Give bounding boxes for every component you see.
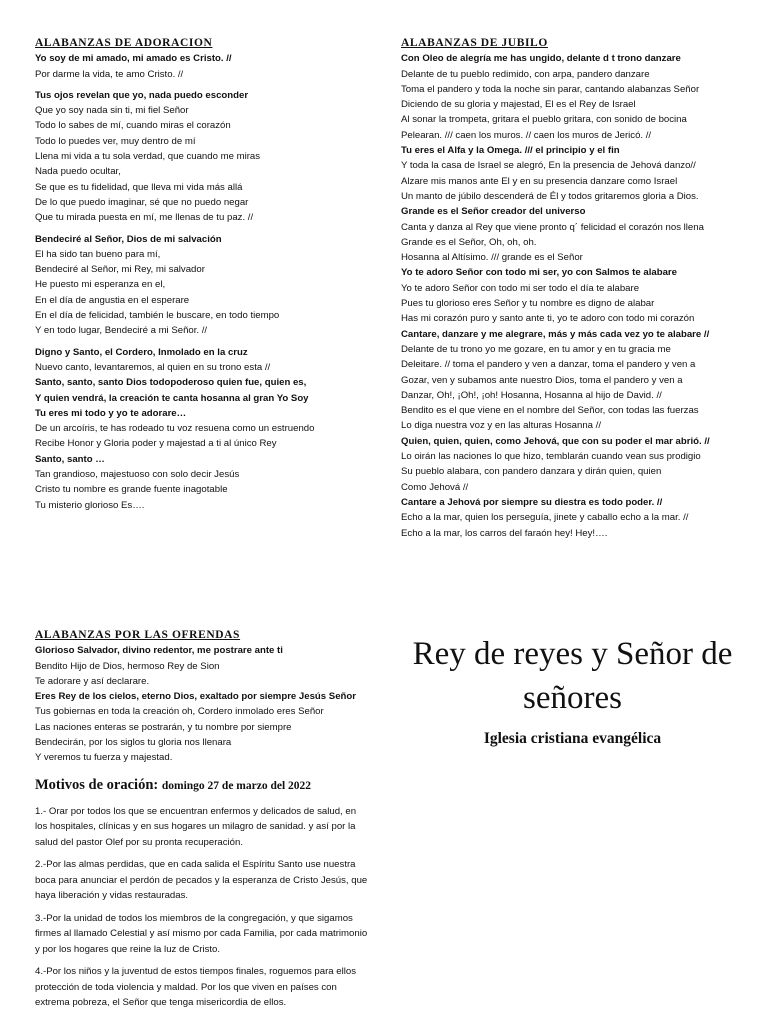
lyric-line: El ha sido tan bueno para mí, [35,248,161,260]
adoracion-heading: ALABANZAS DE ADORACION [35,37,213,49]
lyric-line: Delante de tu pueblo redimido, con arpa, pandero danzare [401,68,650,80]
lyric-line: Nuevo canto, levantaremos, al quien en su trono esta // [35,361,271,373]
lyric-line: Danzar, Oh!, ¡Oh!, ¡oh! Hosanna, Hosanna al hijo de David. // [401,389,662,401]
lyric-line: Al sonar la trompeta, gritara el pueblo gritara, con sonido de bocina [401,114,687,126]
lyric-line: Recibe Honor y Gloria poder y majestad a ti al único Rey [35,438,277,450]
lyric-line: Diciendo de su gloria y majestad, El es el Rey de Israel [401,99,636,111]
lyric-line: Digno y Santo, el Cordero, Inmolado en la cruz [35,346,248,358]
cover-block [400,632,745,748]
lyric-line: Te adorare y así declarare. [35,675,150,687]
lyric-line: Todo lo puedes ver, muy dentro de mí [35,135,196,147]
lyric-line: Pelearan. /// caen los muros. // caen los muros de Jericó. // [401,129,652,141]
prayer-date: domingo 27 de marzo del 2022 [161,779,312,792]
lyric-line: Tu misterio glorioso Es…. [35,499,145,511]
lyric-line: Llena mi vida a tu sola verdad, que cuando me miras [35,151,261,163]
lyric-line: Echo a la mar, los carros del faraón hey! Hey!…. [401,527,608,539]
lyric-line: De un arcoíris, te has rodeado tu voz resuena como un estruendo [35,423,315,435]
adoracion-lyrics [35,51,375,513]
jubilo-section [401,36,761,541]
lyric-line: Yo te adoro Señor con todo mi ser todo el día te alabare [401,282,640,294]
jubilo-lyrics [401,51,761,541]
lyric-line: Toma el pandero y toda la noche sin parar, cantando alabanzas Señor [401,83,700,95]
lyric-line: Yo te adoro Señor con todo mi ser, yo con Salmos te alabare [401,267,677,279]
lyric-line: Lo oirán las naciones lo que hizo, temblarán cuando vean sus prodigio [401,451,701,463]
lyric-line: En el día de felicidad, también le buscare, en todo tiempo [35,310,280,322]
lyric-line: Eres Rey de los cielos, eterno Dios, exaltado por siempre Jesús Señor [35,691,356,703]
lyric-line: Un manto de júbilo descenderá de Él y todos gritaremos gloria a Dios. [401,190,699,202]
prayer-section [35,778,370,1011]
lyric-line: Bendito es el que viene en el nombre del Señor, con todas las fuerzas [401,405,699,417]
prayer-item: 1.- Orar por todos los que se encuentran enfermos y delicados de salud, en los hospitales, clínicas y en sus hogares un milagro de sanidad. y así por la salud del pastor Olef por su pronta recuperación. [35,805,357,848]
lyric-line: Has mi corazón puro y santo ante ti, yo te adoro con todo mi corazón [401,313,695,325]
lyric-line: Lo diga nuestra voz y en las alturas Hosanna // [401,420,601,432]
lyric-line: Canta y danza al Rey que viene pronto q´ felicidad el corazón nos llena [401,221,704,233]
lyric-line: Y toda la casa de Israel se alegró, En la presencia de Jehová danzo// [401,160,696,172]
ofrendas-heading: ALABANZAS POR LAS OFRENDAS [35,629,241,641]
prayer-item: 4.-Por los niños y la juventud de estos tiempos finales, roguemos para ellos protección de toda violencia y maldad. Por los que viven en países con extrema pobreza, el Señor que tenga misericordia de ellos. [35,966,357,1009]
lyric-line: Que yo soy nada sin ti, mi fiel Señor [35,105,189,117]
lyric-line: Cantare a Jehová por siempre su diestra es todo poder. // [401,496,663,508]
lyric-line: Nada puedo ocultar, [35,166,121,178]
prayer-item: 2.-Por las almas perdidas, que en cada salida el Espíritu Santo use nuestra boca para anunciar el perdón de pecados y la esperanza de Cristo Jesús, que haya liberación y vidas restauradas. [35,859,368,902]
lyric-line: Su pueblo alabara, con pandero danzara y dirán quien, quien [401,466,662,478]
lyric-line: Grande es el Señor, Oh, oh, oh. [401,236,537,248]
lyric-line: Bendecirán, por los siglos tu gloria nos llenara [35,737,232,749]
lyric-line: Todo lo sabes de mí, cuando miras el corazón [35,120,231,132]
lyric-line: Tu eres el Alfa y la Omega. /// el principio y el fin [401,145,620,157]
prayer-item: 3.-Por la unidad de todos los miembros de la congregación, y que sigamos firmes al llamado Celestial y así mismo por cada Familia, por cada matrimonio y por los hogares que reine la luz de Cristo. [35,912,368,955]
lyric-line: De lo que puedo imaginar, sé que no puedo negar [35,196,249,208]
cover-subtitle: Iglesia cristiana evangélica [483,730,662,747]
lyric-line: Grande es el Señor creador del universo [401,206,586,218]
lyric-line: Pues tu glorioso eres Señor y tu nombre es digno de alabar [401,298,655,310]
lyric-line: Y veremos tu fuerza y majestad. [35,752,173,764]
lyric-line: Tan grandioso, majestuoso con solo decir Jesús [35,469,240,481]
lyric-line: Que tu mirada puesta en mí, me llenas de tu paz. // [35,212,254,224]
lyric-line: Se que es tu fidelidad, que lleva mi vida más allá [35,181,243,193]
lyric-line: Echo a la mar, quien los perseguía, jinete y caballo echo a la mar. // [401,512,689,524]
lyric-line: Alzare mis manos ante El y en su presencia danzare como Israel [401,175,678,187]
cover-title: Rey de reyes y Señor de señores [412,636,733,716]
ofrendas-section [35,628,380,1018]
lyric-line: Yo soy de mi amado, mi amado es Cristo. // [35,53,232,65]
prayer-heading [35,778,370,794]
lyric-line: Delante de tu trono yo me gozare, en tu amor y en tu gracia me [401,343,671,355]
lyric-line: Santo, santo … [35,453,105,465]
lyric-line: Deleitare. // toma el pandero y ven a danzar, toma el pandero y ven a [401,359,696,371]
lyric-line: En el día de angustia en el esperare [35,294,190,306]
lyric-line: Hosanna al Altísimo. /// grande es el Señor [401,252,583,264]
lyric-line: Tu eres mi todo y yo te adorare… [35,407,187,419]
lyric-line: Glorioso Salvador, divino redentor, me postrare ante ti [35,645,283,657]
lyric-line: He puesto mi esperanza en el, [35,279,166,291]
lyric-line: Bendito Hijo de Dios, hermoso Rey de Sion [35,660,220,672]
prayer-heading-label: Motivos de oración: [35,776,159,793]
lyric-line: Con Oleo de alegría me has ungido, delante d t trono danzare [401,53,681,65]
prayer-items [35,804,370,1011]
adoracion-section [35,36,375,513]
lyric-line: Bendeciré al Señor, Dios de mi salvación [35,233,222,245]
lyric-line: Santo, santo, santo Dios todopoderoso quien fue, quien es, [35,377,307,389]
lyric-line: Y en todo lugar, Bendeciré a mi Señor. // [35,325,208,337]
lyric-line: Como Jehová // [401,481,469,493]
lyric-line: Gozar, ven y subamos ante nuestro Dios, toma el pandero y ven a [401,374,683,386]
ofrendas-lyrics [35,643,380,765]
lyric-line: Y quien vendrá, la creación te canta hosanna al gran Yo Soy [35,392,309,404]
lyric-line: Bendeciré al Señor, mi Rey, mi salvador [35,264,205,276]
lyric-line: Tus ojos revelan que yo, nada puedo esconder [35,89,249,101]
lyric-line: Las naciones enteras se postrarán, y tu nombre por siempre [35,721,292,733]
lyric-line: Quien, quien, quien, como Jehová, que con su poder el mar abrió. // [401,435,710,447]
jubilo-heading: ALABANZAS DE JUBILO [401,37,548,49]
lyric-line: Por darme la vida, te amo Cristo. // [35,68,184,80]
lyric-line: Cantare, danzare y me alegrare, más y más cada vez yo te alabare // [401,328,710,340]
lyric-line: Tus gobiernas en toda la creación oh, Cordero inmolado eres Señor [35,706,324,718]
lyric-line: Cristo tu nombre es grande fuente inagotable [35,484,228,496]
